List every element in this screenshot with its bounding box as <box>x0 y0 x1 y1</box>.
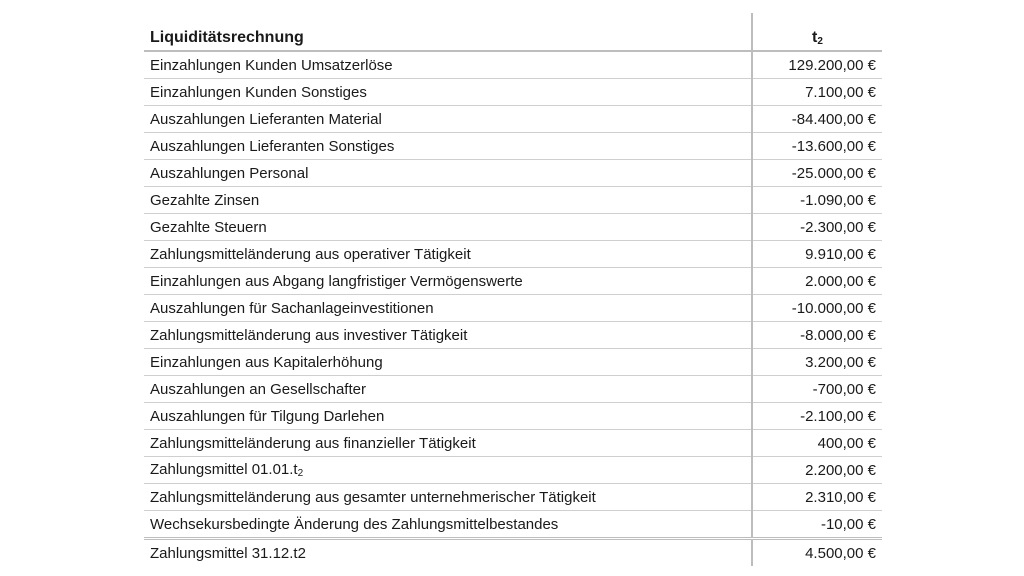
row-label-text: Einzahlungen Kunden Sonstiges <box>150 83 367 101</box>
table-row <box>144 376 882 403</box>
row-label-text: Auszahlungen an Gesellschafter <box>150 380 366 398</box>
row-value: 2.000,00 € <box>752 268 882 295</box>
row-value: -10,00 € <box>752 511 882 539</box>
row-label <box>144 322 752 349</box>
row-label <box>144 295 752 322</box>
row-label <box>144 484 752 511</box>
row-label-text: Einzahlungen Kunden Umsatzerlöse <box>150 56 393 74</box>
row-value: -2.300,00 € <box>752 214 882 241</box>
table-row <box>144 430 882 457</box>
row-value: -25.000,00 € <box>752 160 882 187</box>
row-label-text: Zahlungsmitteländerung aus gesamter unternehmerischer Tätigkeit <box>150 488 596 506</box>
row-label <box>144 349 752 376</box>
row-value: -700,00 € <box>752 376 882 403</box>
row-label-text: Auszahlungen für Tilgung Darlehen <box>150 407 385 425</box>
row-label-text: Zahlungsmittel 01.01.t <box>150 461 298 478</box>
row-value: 2.310,00 € <box>752 484 882 511</box>
table-row <box>144 51 882 79</box>
row-label <box>144 457 752 484</box>
row-label-subscript: 2 <box>297 468 304 479</box>
row-value: -8.000,00 € <box>752 322 882 349</box>
row-label <box>144 511 752 539</box>
row-value: -13.600,00 € <box>752 133 882 160</box>
table-row <box>144 295 882 322</box>
row-label-text: Auszahlungen Lieferanten Material <box>150 110 382 128</box>
table-total-row <box>144 539 882 567</box>
row-label-text: Zahlungsmitteländerung aus finanzieller Tätigkeit <box>150 434 476 452</box>
row-label <box>144 403 752 430</box>
row-label-text: Auszahlungen Lieferanten Sonstiges <box>150 137 395 155</box>
table-row <box>144 106 882 133</box>
row-label-text: Zahlungsmitteländerung aus investiver Tätigkeit <box>150 326 468 344</box>
row-label-text: Einzahlungen aus Kapitalerhöhung <box>150 353 383 371</box>
row-value: 129.200,00 € <box>752 51 882 79</box>
row-label-text: Auszahlungen für Sachanlageinvestitionen <box>150 299 434 317</box>
row-value: 7.100,00 € <box>752 79 882 106</box>
row-value: -84.400,00 € <box>752 106 882 133</box>
period-base: t <box>812 29 818 46</box>
row-label-text: Gezahlte Zinsen <box>150 191 260 209</box>
table-row <box>144 511 882 539</box>
table-row <box>144 457 882 484</box>
liquidity-sheet <box>144 13 882 566</box>
period-header <box>752 13 882 51</box>
row-label <box>144 187 752 214</box>
row-label <box>144 160 752 187</box>
row-label <box>144 79 752 106</box>
total-label: Zahlungsmittel 31.12.t2 <box>144 539 752 567</box>
row-value: 9.910,00 € <box>752 241 882 268</box>
row-value: 400,00 € <box>752 430 882 457</box>
row-value: -2.100,00 € <box>752 403 882 430</box>
table-row <box>144 79 882 106</box>
table-row <box>144 403 882 430</box>
table-header-row <box>144 13 882 51</box>
table-row <box>144 214 882 241</box>
row-label <box>144 241 752 268</box>
row-label-text: Wechsekursbedingte Änderung des Zahlungsmittelbestandes <box>150 515 559 533</box>
table-row <box>144 187 882 214</box>
row-label <box>144 430 752 457</box>
period-subscript: 2 <box>817 36 823 47</box>
row-label <box>144 133 752 160</box>
table-row <box>144 484 882 511</box>
row-label <box>144 214 752 241</box>
row-label <box>144 268 752 295</box>
table-row <box>144 268 882 295</box>
row-value: 3.200,00 € <box>752 349 882 376</box>
liquidity-table <box>144 13 882 566</box>
row-value: -1.090,00 € <box>752 187 882 214</box>
total-value: 4.500,00 € <box>752 539 882 567</box>
table-row <box>144 349 882 376</box>
row-value: 2.200,00 € <box>752 457 882 484</box>
table-row <box>144 241 882 268</box>
row-label-text: Einzahlungen aus Abgang langfristiger Vermögenswerte <box>150 272 523 290</box>
table-title: Liquiditätsrechnung <box>144 13 752 51</box>
row-label-text: Auszahlungen Personal <box>150 164 309 182</box>
row-label <box>144 376 752 403</box>
row-label <box>144 106 752 133</box>
row-label <box>144 51 752 79</box>
row-label-text: Zahlungsmitteländerung aus operativer Tätigkeit <box>150 245 471 263</box>
row-label-text: Gezahlte Steuern <box>150 218 267 236</box>
table-row <box>144 160 882 187</box>
row-value: -10.000,00 € <box>752 295 882 322</box>
table-row <box>144 322 882 349</box>
table-row <box>144 133 882 160</box>
